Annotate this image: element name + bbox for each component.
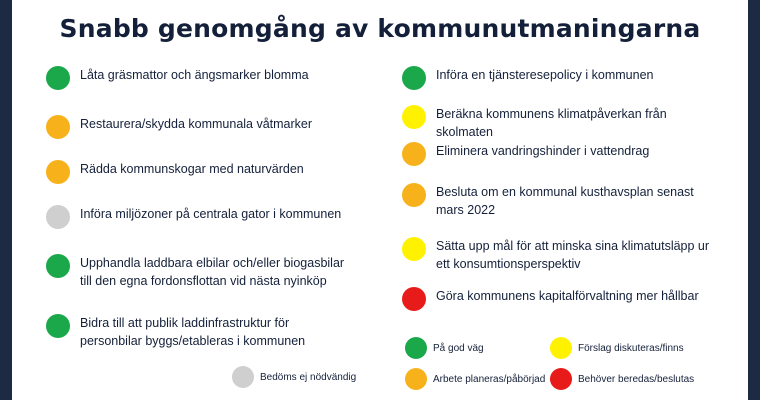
legend-label: Arbete planeras/påbörjad — [433, 373, 546, 385]
challenge-text: Besluta om en kommunal kusthavsplan senast mars 2022 — [436, 185, 694, 217]
challenge-text: Beräkna kommunens klimatpåverkan från skolmaten — [436, 107, 667, 139]
challenge-item — [402, 183, 716, 219]
challenge-text: Införa en tjänsteresepolicy i kommunen — [436, 68, 654, 82]
challenge-text: Eliminera vandringshinder i vattendrag — [436, 144, 650, 158]
status-dot-icon — [550, 368, 572, 390]
slide-title: Snabb genomgång av kommunutmaningarna — [59, 14, 701, 43]
legend-item — [405, 368, 545, 390]
slide — [12, 0, 748, 400]
status-dot-icon — [402, 183, 426, 207]
challenge-text: Sätta upp mål för att minska sina klimatutsläpp ur ett konsumtionsperspektiv — [436, 239, 710, 271]
status-dot-icon — [402, 105, 426, 129]
legend-label: Förslag diskuteras/finns — [578, 342, 684, 354]
challenge-text: Låta gräsmattor och ängsmarker blomma — [80, 68, 309, 82]
status-dot-icon — [402, 287, 426, 311]
status-dot-icon — [46, 115, 70, 139]
legend-item — [550, 337, 684, 359]
legend-item — [550, 368, 694, 390]
challenge-item — [402, 105, 716, 141]
challenge-item — [46, 205, 350, 229]
challenge-item — [402, 237, 716, 273]
status-dot-icon — [405, 368, 427, 390]
challenge-text: Göra kommunens kapitalförvaltning mer hållbar — [436, 289, 699, 303]
challenge-item — [46, 115, 350, 139]
challenge-item — [46, 160, 350, 184]
challenge-item — [402, 142, 716, 166]
legend-label: På god väg — [433, 342, 484, 354]
legend-item — [232, 366, 356, 388]
status-dot-icon — [46, 254, 70, 278]
challenge-text: Införa miljözoner på centrala gator i kommunen — [80, 207, 342, 221]
legend-item — [405, 337, 484, 359]
status-dot-icon — [402, 142, 426, 166]
status-dot-icon — [46, 205, 70, 229]
status-dot-icon — [46, 314, 70, 338]
status-dot-icon — [402, 237, 426, 261]
challenge-text: Restaurera/skydda kommunala våtmarker — [80, 117, 313, 131]
status-dot-icon — [405, 337, 427, 359]
challenge-text: Bidra till att publik laddinfrastruktur för personbilar byggs/etableras i kommunen — [80, 316, 306, 348]
status-dot-icon — [232, 366, 254, 388]
legend-label: Behöver beredas/beslutas — [578, 373, 695, 385]
challenge-text: Rädda kommunskogar med naturvärden — [80, 162, 304, 176]
status-dot-icon — [46, 66, 70, 90]
status-dot-icon — [402, 66, 426, 90]
status-dot-icon — [46, 160, 70, 184]
challenge-item — [402, 66, 716, 90]
challenge-item — [46, 314, 350, 350]
challenge-item — [46, 66, 350, 90]
legend-label: Bedöms ej nödvändig — [260, 371, 357, 383]
challenge-text: Upphandla laddbara elbilar och/eller biogasbilar till den egna fordonsflottan vid nästa nyinköp — [80, 256, 345, 288]
challenge-item — [402, 287, 716, 311]
status-dot-icon — [550, 337, 572, 359]
challenge-item — [46, 254, 350, 290]
